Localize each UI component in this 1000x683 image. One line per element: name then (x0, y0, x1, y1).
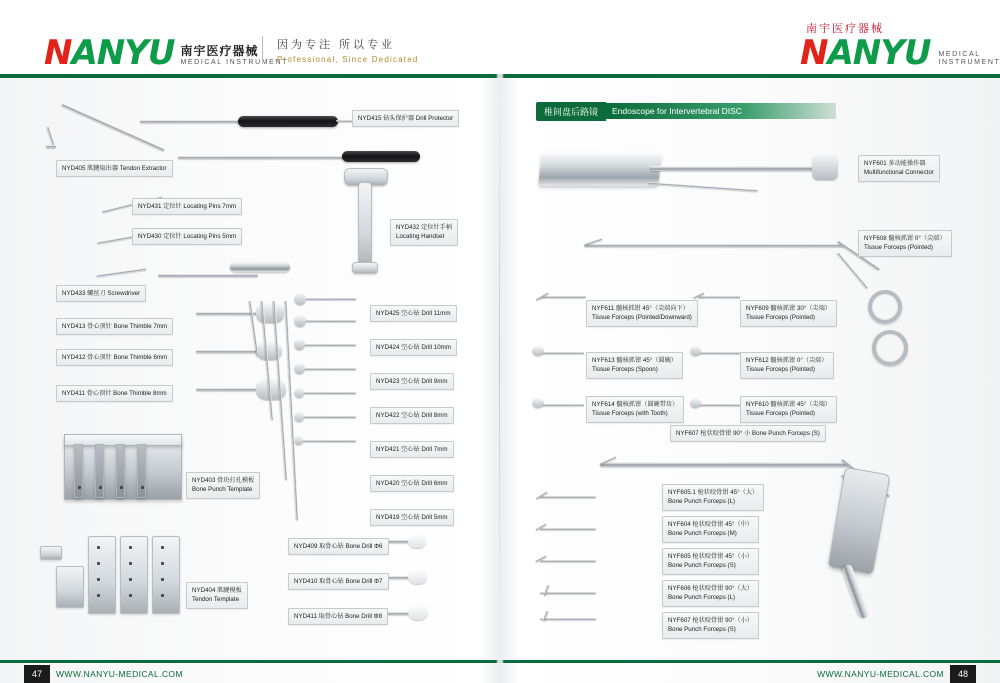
footer-url-left[interactable]: WWW.NANYU-MEDICAL.COM (56, 669, 183, 679)
brand-en-left: MEDICAL INSTRUMENT (180, 59, 288, 67)
page-footer (0, 653, 1000, 683)
label-nyf614: NYF614 髓核抓钳（圆碗带齿） Tissue Forceps (with Tooth) (586, 396, 684, 423)
label-nyf612: NYF612 髓核抓钳 0°（尖端） Tissue Forceps (Pointed) (740, 352, 834, 379)
label-nyd433: NYD433 螺丝刀 Screwdriver (56, 285, 146, 302)
section-title-en: Endoscope for Intervertebral DISC (606, 103, 836, 119)
label-nyf607-s-90: NYF607 枪状咬骨钳 90° 小 Bone Punch Forceps (S) (670, 425, 826, 442)
label-nyd405: NYD405 肌腱取出器 Tendon Extractor (56, 160, 173, 177)
label-nyf601: NYF601 多动能操作器 Multifunctional Connector (858, 155, 940, 182)
label-nyf604: NYF604 枪状咬骨钳 45°（中） Bone Punch Forceps (M) (662, 516, 759, 543)
label-nyf605-1: NYF605.1 枪状咬骨钳 45°（大） Bone Punch Forceps (L) (662, 484, 764, 511)
label-nyf613: NYF613 髓核抓钳 45°（圆碗） Tissue Forceps (Spoon) (586, 352, 683, 379)
page-header (0, 0, 1000, 78)
label-nyd415: NYD415 钻头保护器 Drill Protector (352, 110, 459, 127)
brand-cn-left: 南宇医疗器械 (180, 44, 259, 59)
label-nyd413: NYD413 骨心顶针 Bone Thimble 7mm (56, 318, 173, 335)
label-nyf606: NYF606 枪状咬骨钳 90°（大） Bone Punch Forceps (L) (662, 580, 759, 607)
label-nyd410: NYD410 取骨心钻 Bone Drill Φ7 (288, 573, 389, 590)
page-number-right: 48 (950, 665, 976, 683)
label-nyf605: NYF605 枪状咬骨钳 45°（小） Bone Punch Forceps (S) (662, 548, 759, 575)
brand-wordmark-right: NANYU (800, 33, 931, 73)
brand-logo-right (800, 23, 1000, 73)
label-nyd430: NYD430 定位针 Locating Pins 5mm (132, 228, 242, 245)
label-nyd412: NYD412 骨心顶针 Bone Thimble 6mm (56, 349, 173, 366)
slogan-cn: 因为专注 所以专业 (277, 39, 396, 51)
brand-logo-left (44, 33, 288, 73)
label-nyd404: NYD404 肌腱模板 Tendon Template (186, 582, 248, 609)
label-nyd431: NYD431 定位针 Locating Pins 7mm (132, 198, 242, 215)
label-nyd411: NYD411 骨心顶针 Bone Thimble 8mm (56, 385, 173, 402)
label-nyd432: NYD432 定位针手柄 Locating Handset (390, 219, 458, 246)
page-number-left: 47 (24, 665, 50, 683)
footer-divider-rule (0, 660, 1000, 663)
slogan-block (262, 36, 527, 64)
label-nyd422: NYD422 空心钻 Drill 8mm (370, 407, 454, 424)
header-divider-rule (0, 74, 1000, 78)
brand-en1-right: MEDICAL (938, 50, 981, 58)
brand-wordmark-left: NANYU (44, 33, 175, 73)
section-tab-cn: 椎间盘后路镜 (536, 102, 606, 121)
label-nyd420: NYD420 空心钻 Drill 6mm (370, 475, 454, 492)
label-nyd411b: NYD411 取骨心钻 Bone Drill Φ8 (288, 608, 388, 625)
slogan-en: Professional, Since Dedicated (277, 55, 419, 64)
label-nyf608: NYF608 髓核抓钳 0°（尖端） Tissue Forceps (Pointed) (858, 230, 952, 257)
brand-cn-right: 南宇医疗器械 (806, 23, 884, 35)
section-title-endoscope (536, 102, 836, 120)
label-nyd424: NYD424 空心钻 Drill 10mm (370, 339, 457, 356)
brand-en2-right: INSTRUMENT (938, 59, 1000, 67)
spread-gutter (499, 84, 500, 630)
label-nyd403: NYD403 骨块打孔模板 Bone Punch Template (186, 472, 260, 499)
label-nyd419: NYD419 空心钻 Drill 5mm (370, 509, 454, 526)
label-nyf611: NYF611 髓核抓钳 45°（尖端向下） Tissue Forceps (Pointed/Downward) (586, 300, 698, 327)
label-nyf610: NYF610 髓核抓钳 45°（尖端） Tissue Forceps (Pointed) (740, 396, 837, 423)
label-nyf609: NYF609 髓核抓钳 30°（尖端） Tissue Forceps (Pointed) (740, 300, 837, 327)
footer-url-right[interactable]: WWW.NANYU-MEDICAL.COM (817, 669, 944, 679)
label-nyd421: NYD421 空心钻 Drill 7mm (370, 441, 454, 458)
label-nyd423: NYD423 空心钻 Drill 9mm (370, 373, 454, 390)
label-nyd425: NYD425 空心钻 Drill 11mm (370, 305, 457, 322)
label-nyd409: NYD409 取骨心钻 Bone Drill Φ6 (288, 538, 389, 555)
label-nyf607: NYF607 枪状咬骨钳 90°（小） Bone Punch Forceps (S) (662, 612, 759, 639)
brand-subtitle-right (938, 51, 1000, 71)
